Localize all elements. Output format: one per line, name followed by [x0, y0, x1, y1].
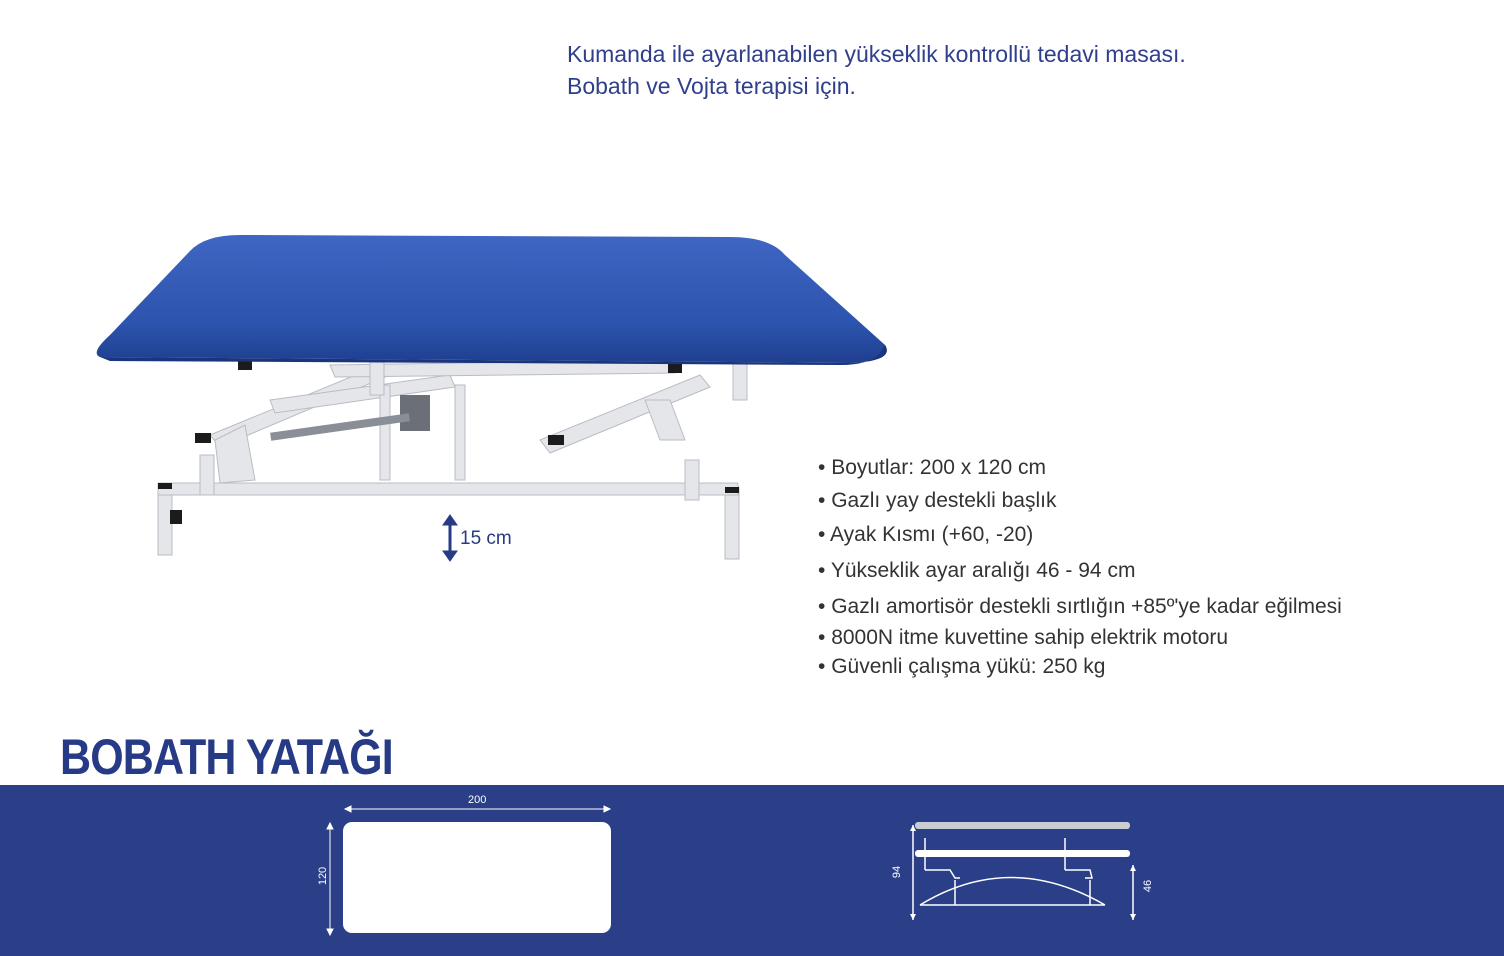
intro-line-2: Bobath ve Vojta terapisi için. [567, 73, 856, 99]
feature-item: • Gazlı amortisör destekli sırtlığın +85º'ye kadar eğilmesi [818, 595, 1342, 619]
feature-list [818, 452, 1342, 679]
page-title: BOBATH YATAĞI [60, 729, 393, 785]
bed-top-view [343, 822, 611, 933]
feature-item: • Ayak Kısmı (+60, -20) [818, 523, 1342, 547]
intro-line-1: Kumanda ile ayarlanabilen yükseklik kontrollü tedavi masası. [567, 41, 1186, 67]
bobath-bed-image [70, 225, 910, 575]
height-arrow-label: 15 cm [460, 528, 512, 549]
min-height-label: 46 [1142, 879, 1155, 893]
depth-dimension-label: 120 [317, 866, 330, 886]
feature-item: • 8000N itme kuvettine sahip elektrik motoru [818, 626, 1342, 650]
feature-item: • Güvenli çalışma yükü: 250 kg [818, 655, 1342, 679]
bed-side-view [880, 810, 1170, 930]
width-dimension-label: 200 [468, 794, 487, 806]
intro-text [567, 38, 1186, 102]
feature-item: • Gazlı yay destekli başlık [818, 489, 1342, 513]
max-height-label: 94 [891, 865, 904, 879]
feature-item: • Yükseklik ayar aralığı 46 - 94 cm [818, 559, 1342, 583]
feature-item: • Boyutlar: 200 x 120 cm [818, 456, 1342, 480]
